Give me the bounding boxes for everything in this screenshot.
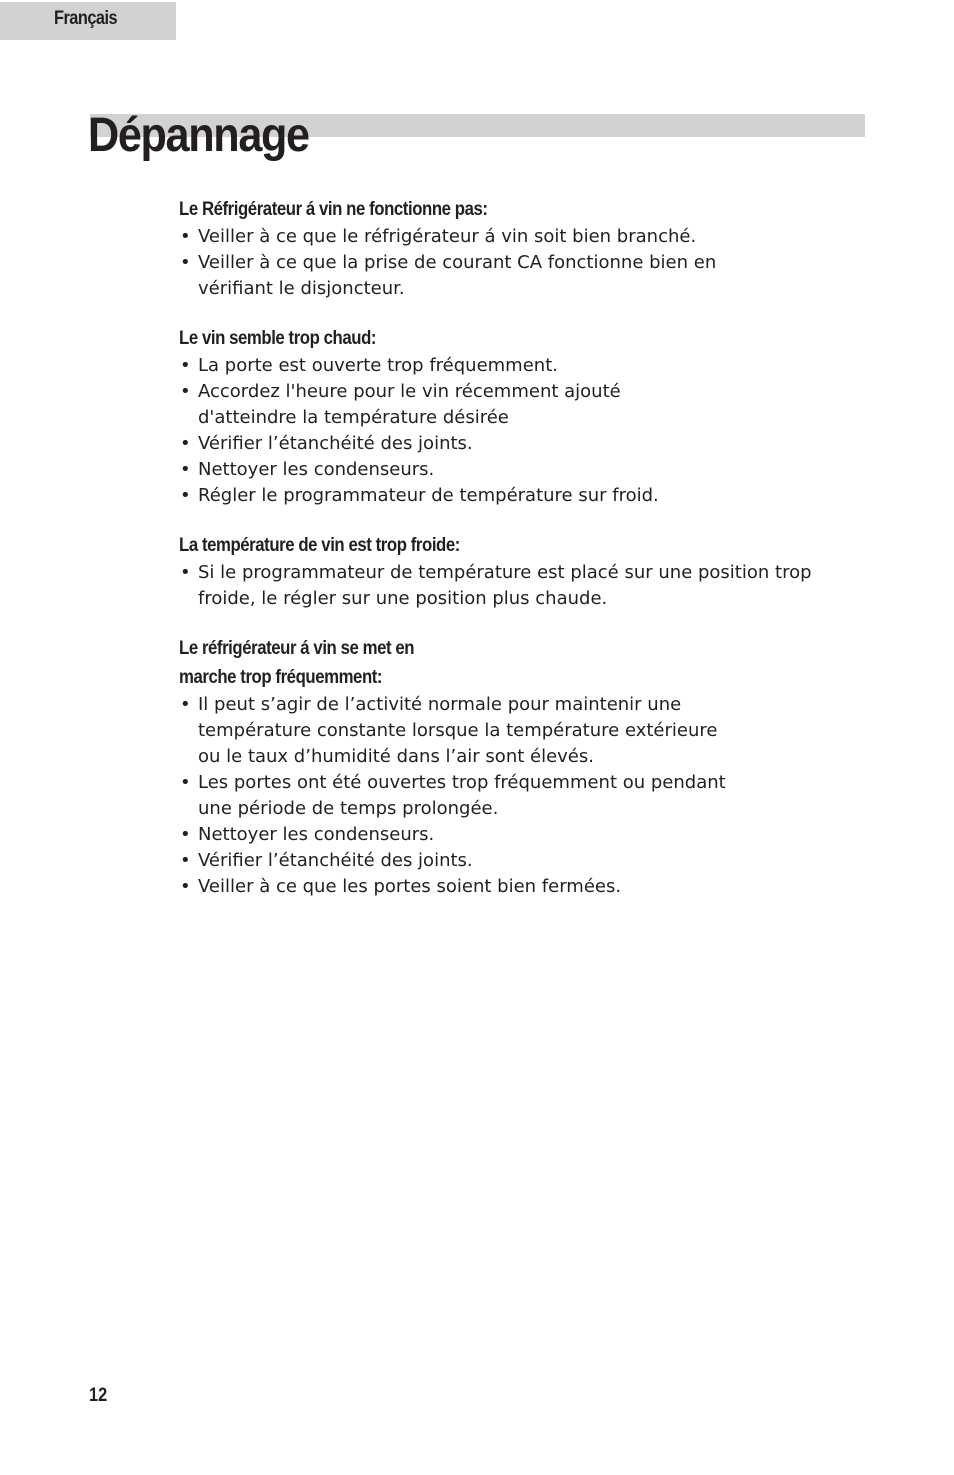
bullet-list [179,560,859,612]
list-item: • Accordez l'heure pour le vin récemment ajouté d'atteindre la température désirée [179,379,859,431]
bullet-list [179,353,859,509]
list-item: • La porte est ouverte trop fréquemment. [179,353,859,379]
list-item: • Les portes ont été ouvertes trop fréquemment ou pendant une période de temps prolongée. [179,770,859,822]
section-too-cold [179,531,859,612]
list-item: • Vérifier l’étanchéité des joints. [179,848,859,874]
section-heading: Le Réfrigérateur á vin ne fonctionne pas: [179,198,488,220]
language-tab [0,2,176,40]
section-heading: Le réfrigérateur á vin se met en [179,637,415,659]
list-item: • Veiller à ce que le réfrigérateur á vin soit bien branché. [179,224,859,250]
list-item: • Vérifier l’étanchéité des joints. [179,431,859,457]
list-item: • Il peut s’agir de l’activité normale pour maintenir une température constante lorsque la température extérieure ou le taux d’humidité dans l’air sont élevés. [179,692,859,770]
page-title: Dépannage [88,109,309,162]
list-item: • Régler le programmateur de température sur froid. [179,483,859,509]
list-item: • Nettoyer les condenseurs. [179,457,859,483]
list-item: • Nettoyer les condenseurs. [179,822,859,848]
list-item: • Veiller à ce que la prise de courant CA fonctionne bien en vérifiant le disjoncteur. [179,250,859,302]
section-heading: marche trop fréquemment: [179,666,383,688]
section-too-warm [179,324,859,509]
section-not-working [179,195,859,302]
language-label: Français [54,8,118,29]
page-number: 12 [89,1385,108,1406]
list-item: • Si le programmateur de température est placé sur une position trop froide, le régler sur une position plus chaude. [179,560,859,612]
list-item: • Veiller à ce que les portes soient bien fermées. [179,874,859,900]
section-heading: La température de vin est trop froide: [179,534,460,556]
bullet-list [179,224,859,302]
section-runs-too-often [179,634,859,900]
section-heading: Le vin semble trop chaud: [179,327,377,349]
troubleshooting-content [179,195,859,922]
bullet-list [179,692,859,900]
